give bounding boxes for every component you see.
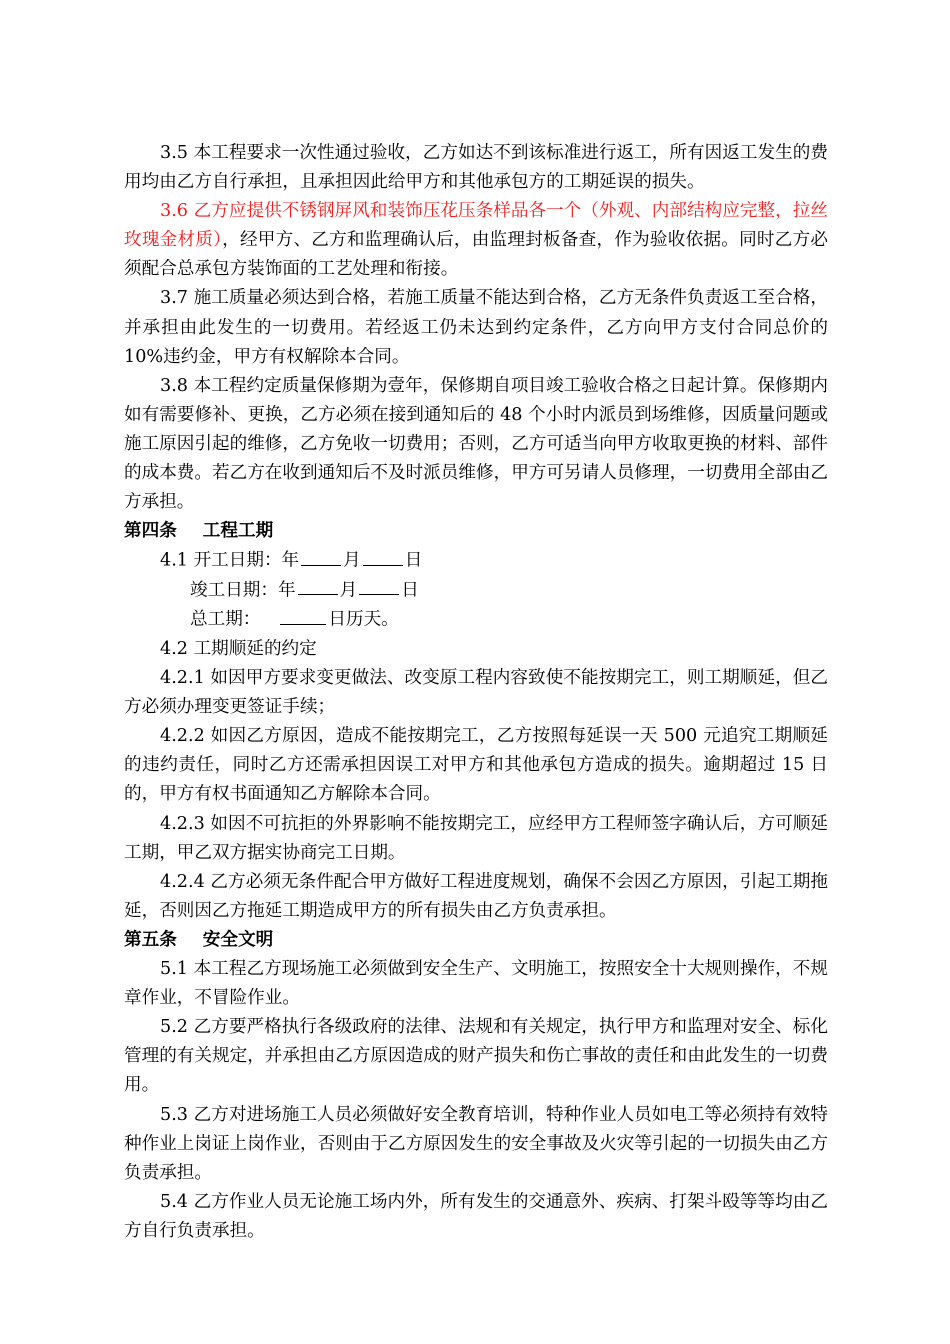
clause-5-3: 5.3 乙方对进场施工人员必须做好安全教育培训，特种作业人员如电工等必须持有效特种作业上岗证上岗作业，否则由于乙方原因发生的安全事故及火灾等引起的一切损失由乙方负责承担。 — [124, 1104, 828, 1183]
total-duration-line — [124, 605, 828, 635]
finish-date-label: 竣工日期：年 — [190, 580, 296, 601]
clause-3-6 — [124, 197, 828, 284]
clause-3-6-rest: ，经甲方、乙方和监理确认后，由监理封板备查，作为验收依据。同时乙方必须配合总承包方装饰面的工艺处理和衔接。 — [124, 230, 828, 280]
clause-3-7: 3.7 施工质量必须达到合格，若施工质量不能达到合格，乙方无条件负责返工至合格，并承担由此发生的一切费用。若经返工仍未达到约定条件，乙方向甲方支付合同总价的 10%违约金，甲方有权解除本合同。 — [124, 288, 828, 367]
clause-4-2-3: 4.2.3 如因不可抗拒的外界影响不能按期完工，应经甲方工程师签字确认后，方可顺延工期，甲乙双方据实协商完工日期。 — [124, 813, 828, 863]
clause-5-4: 5.4 乙方作业人员无论施工场内外，所有发生的交通意外、疾病、打架斗殴等等均由乙方自行负责承担。 — [124, 1191, 828, 1241]
document-page — [124, 139, 828, 1246]
finish-day-label: 日 — [401, 580, 419, 601]
start-month-blank — [301, 546, 341, 565]
start-day-blank — [363, 546, 403, 565]
article-5-number: 第五条 — [124, 929, 177, 950]
clause-4-2: 4.2 工期顺延的约定 — [160, 639, 317, 659]
clause-3-6-highlight: 3.6 乙方应提供不锈钢屏风和装饰压花压条样品各一个（外观、内部结构应完整，拉丝玫瑰金材质） — [124, 201, 828, 251]
article-5-heading — [124, 926, 828, 955]
article-4-title: 工程工期 — [202, 521, 274, 542]
start-date-label: 4.1 开工日期：年 — [160, 550, 300, 571]
finish-date-line — [124, 576, 828, 606]
total-duration-label: 总工期： — [190, 609, 261, 630]
clause-4-2-1: 4.2.1 如因甲方要求变更做法、改变原工程内容致使不能按期完工，则工期顺延，但乙方必须办理变更签证手续； — [124, 668, 828, 718]
start-day-label: 日 — [404, 550, 423, 571]
clause-5-2: 5.2 乙方要严格执行各级政府的法律、法规和有关规定，执行甲方和监理对安全、标化管理的有关规定，并承担由乙方原因造成的财产损失和伤亡事故的责任和由此发生的一切费用。 — [124, 1017, 828, 1096]
article-4-heading — [124, 517, 828, 546]
clause-5-1: 5.1 本工程乙方现场施工必须做到安全生产、文明施工，按照安全十大规则操作，不规章作业，不冒险作业。 — [124, 959, 828, 1009]
start-month-label: 月 — [343, 550, 361, 571]
finish-month-blank — [298, 576, 338, 595]
clause-3-8: 3.8 本工程约定质量保修期为壹年，保修期自项目竣工验收合格之日起计算。保修期内如有需要修补、更换，乙方必须在接到通知后的 48 个小时内派员到场维修，因质量问题或施工原因引起的维修，乙方免收一切费用；否则，乙方可适当向甲方收取更换的材料、部件的成本费。若乙方在收到通知后不及时派员维修，甲方可另请人员修理，一切费用全部由乙方承担。 — [124, 375, 828, 513]
clause-4-2-4: 4.2.4 乙方必须无条件配合甲方做好工程进度规划，确保不会因乙方原因，引起工期拖延，否则因乙方拖延工期造成甲方的所有损失由乙方负责承担。 — [124, 871, 828, 921]
start-date-line — [124, 546, 828, 576]
total-duration-blank — [280, 605, 326, 624]
finish-day-blank — [359, 576, 399, 595]
clause-3-5: 3.5 本工程要求一次性通过验收，乙方如达不到该标准进行返工，所有因返工发生的费用均由乙方自行承担，且承担因此给甲方和其他承包方的工期延误的损失。 — [124, 143, 828, 193]
total-duration-suffix: 日历天。 — [328, 609, 399, 630]
clause-4-2-2: 4.2.2 如因乙方原因，造成不能按期完工，乙方按照每延误一天 500 元追究工期顺延的违约责任，同时乙方还需承担因误工对甲方和其他承包方造成的损失。逾期超过 15 日的，甲方有权书面通知乙方解除本合同。 — [124, 726, 828, 805]
article-5-title: 安全文明 — [202, 929, 274, 950]
finish-month-label: 月 — [339, 580, 358, 601]
article-4-number: 第四条 — [124, 521, 177, 542]
